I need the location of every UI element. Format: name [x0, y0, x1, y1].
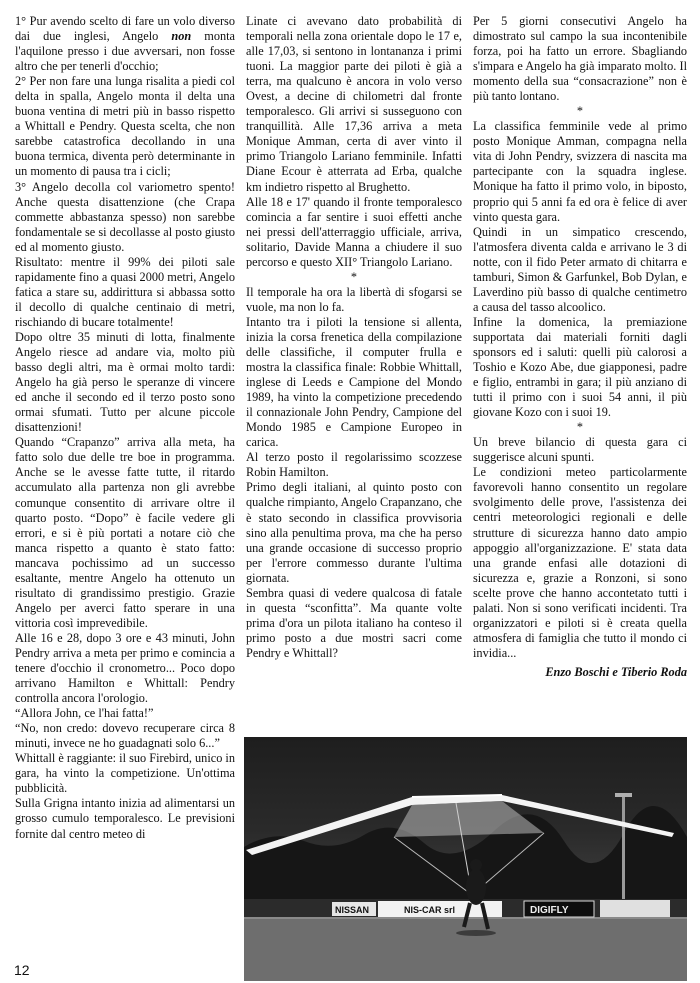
section-separator: * [350, 269, 358, 284]
paragraph: Quando “Crapanzo” arriva alla meta, ha fatto solo due delle tre boe in programma. Anche se le avesse fatte tutte, il ritardo accumulato alla partenza non gli avrebbe comunque consentito di arrivare oltre il quarto posto. “Dopo” è facile vedere gli errori, e si è più portati a notare ciò che manca rispetto a quanto è stato fatto: mancava pochissimo ad un successo esaltante, mentre Angelo ha ottenuto un risultato di grandissimo prestigio. Grazie Angelo per averci fatto sperare in una vittoria così imprevedibile. [15, 435, 235, 630]
author-signature: Enzo Boschi e Tiberio Roda [545, 664, 687, 679]
banner-digifly-label: DIGIFLY [530, 905, 569, 916]
paragraph: Primo degli italiani, al quinto posto con qualche rimpianto, Angelo Crapanzano, che è stato secondo in classifica provvisoria sino alla penultima prova, ma che ha perso una grande occasione di successo proprio per l'errore commesso durante l'ultima giornata. [246, 480, 462, 585]
paragraph: Intanto tra i piloti la tensione si allenta, inizia la corsa frenetica della compilazione delle classifiche, il computer frulla e mostra la classifica finale: Robbie Whittall, inglese di Leeds e Campione del Mondo 1989, ha vinto la competizione precedendo il connazionale John Pendry, Campione del Mondo 1985 e Campione Europeo in carica. [246, 314, 462, 450]
article-column-3 [473, 14, 687, 680]
paragraph: Al terzo posto il regolarissimo scozzese Robin Hamilton. [246, 450, 462, 480]
paragraph: Risultato: mentre il 99% dei piloti sale rapidamente fino a quasi 2000 metri, Angelo fatica a stare su, addirittura si abbassa sotto il decollo di qualche centinaio di metri, rischiando di bucare totalmente! [15, 254, 235, 329]
page-number: 12 [14, 962, 30, 978]
article-column-2 [246, 14, 462, 661]
paragraph: 3° Angelo decolla col variometro spento! Anche questa disattenzione (che Crapa commette abbastanza spesso) non sarebbe fondamentale se si decollasse al posto giusto ed al momento giusto. [15, 179, 235, 254]
banner-niscar-label: NIS-CAR srl [404, 905, 456, 915]
section-separator: * [576, 104, 584, 119]
hang-glider-landing-photo [244, 737, 687, 981]
paragraph: Un breve bilancio di questa gara ci suggerisce alcuni spunti. [473, 435, 687, 465]
section-separator: * [576, 420, 584, 435]
paragraph: Whittall è raggiante: il suo Firebird, unico in gara, ha vinto la competizione. Un'ottima pubblicità. [15, 751, 235, 796]
banner-nissan-label: NISSAN [335, 905, 370, 915]
paragraph: Il temporale ha ora la libertà di sfogarsi se vuole, ma non lo fa. [246, 284, 462, 314]
paragraph: “No, non credo: dovevo recuperare circa 8 minuti, invece ne ho guadagnati solo 6...” [15, 721, 235, 751]
paragraph: Alle 18 e 17' quando il fronte temporalesco comincia a far sentire i suoi effetti anche nei pressi dell'atterraggio ufficiale, arriva, solitario, Davide Manna a chiudere il suo percorso e questo XII° Triangolo Lariano. [246, 194, 462, 269]
paragraph: Sembra quasi di vedere qualcosa di fatale in questa “sconfitta”. Ma quante volte prima d'ora un pilota italiano ha conteso il primo posto a due mostri sacri come Pendry e Whittall? [246, 585, 462, 660]
paragraph: Linate ci avevano dato probabilità di temporali nella zona orientale dopo le 17 e, alle 17,03, si sentono in lontananza i primi tuoni. La maggior parte dei piloti è già a terra, ma qualcuno è ancora in volo verso Ovest, a decine di chilometri dal fronte temporalesco. Gli arrivi si susseguono con tranquillità. Alle 17,36 arriva a meta Monique Amman, certa di aver vinto il primo Triangolo Lariano femminile. Infatti Diane Ecour è atterrata ad Erba, qualche km indietro rispetto al Brughetto. [246, 14, 462, 194]
paragraph: Per 5 giorni consecutivi Angelo ha dimostrato sul campo la sua incontenibile forza, poi ha fatto un errore. Sbagliando s'impara e Angelo ha già imparato molto. Il momento della sua “consacrazione” non è più tanto lontano. [473, 14, 687, 104]
paragraph: Le condizioni meteo particolarmente favorevoli hanno consentito un regolare svolgimento delle prove, l'assistenza dei centri meteorologici regionali e delle strutture di sicurezza hanno dato ampio appoggio all'organizzazione. E' stata data una grande enfasi alle dotazioni di sicurezza e, grazie a Ronzoni, si sono scelte prove che hanno accontetato tutti i palati. Non si sono verificati incidenti. Tra organizzatori e piloti si è creata quella atmosfera di famiglia che tutto il mondo ci invidia... [473, 465, 687, 660]
paragraph: Infine la domenica, la premiazione supportata dai materiali forniti dagli sponsors ed i saluti: quelli più calorosi a Toshio e Kozo Abe, due giapponesi, padre e figlio, entrambi in gara; il più anziano di tutti il primo con i suoi 54 anni, il più giovane Kozo con i suoi 19. [473, 314, 687, 420]
paragraph: Sulla Grigna intanto inizia ad alimentarsi un grosso cumulo temporalesco. Le previsioni fornite dal centro meteo di [15, 796, 235, 841]
paragraph: “Allora John, ce l'hai fatta!” [15, 706, 154, 721]
paragraph: Dopo oltre 35 minuti di lotta, finalmente Angelo riesce ad andare via, molto più basso degli altri, ma è ormai molto tardi: Angelo ha già perso le speranze di vincere ed anche il secondo ed il terzo posto sono ormai sfumati. Tutto per alcune piccole disattenzioni! [15, 329, 235, 435]
paragraph: 1° Pur avendo scelto di fare un volo diverso dai due inglesi, Angelo non monta l'aquilone presso i due avversari, non fosse altro che per tenerli d'occhio; [15, 14, 235, 74]
photo-illustration [244, 737, 687, 981]
paragraph: Alle 16 e 28, dopo 3 ore e 43 minuti, John Pendry arriva a meta per primo e comincia a tenere d'occhio il cronometro... Poco dopo arrivano Hamilton e Whittall: Pendry controlla ancora l'orologio. [15, 630, 235, 706]
article-column-1 [15, 14, 235, 842]
paragraph: 2° Per non fare una lunga risalita a piedi col delta in spalla, Angelo monta il delta una buona ventina di metri più in basso rispetto a Whittall e Pendry. Questa scelta, che non sarebbe catastrofica decollando in una buona termica, diventa però determinante in un momento di pausa tra i cicli; [15, 74, 235, 179]
paragraph: La classifica femminile vede al primo posto Monique Amman, compagna nella vita di John Pendry, svizzera di nascita ma partecipante con la squadra inglese. Monique ha fatto il primo volo, in biposto, proprio qui 5 anni fa ed ora è felice di aver vinto questa gara. [473, 119, 687, 224]
paragraph: Quindi in un simpatico crescendo, l'atmosfera diventa calda e arrivano le 3 di notte, con il fido Peter armato di chitarra e tamburi, Simon & Garfunkel, Bob Dylan, e Laverdino più basso di qualche centimetro a causa del tasso alcoolico. [473, 224, 687, 314]
